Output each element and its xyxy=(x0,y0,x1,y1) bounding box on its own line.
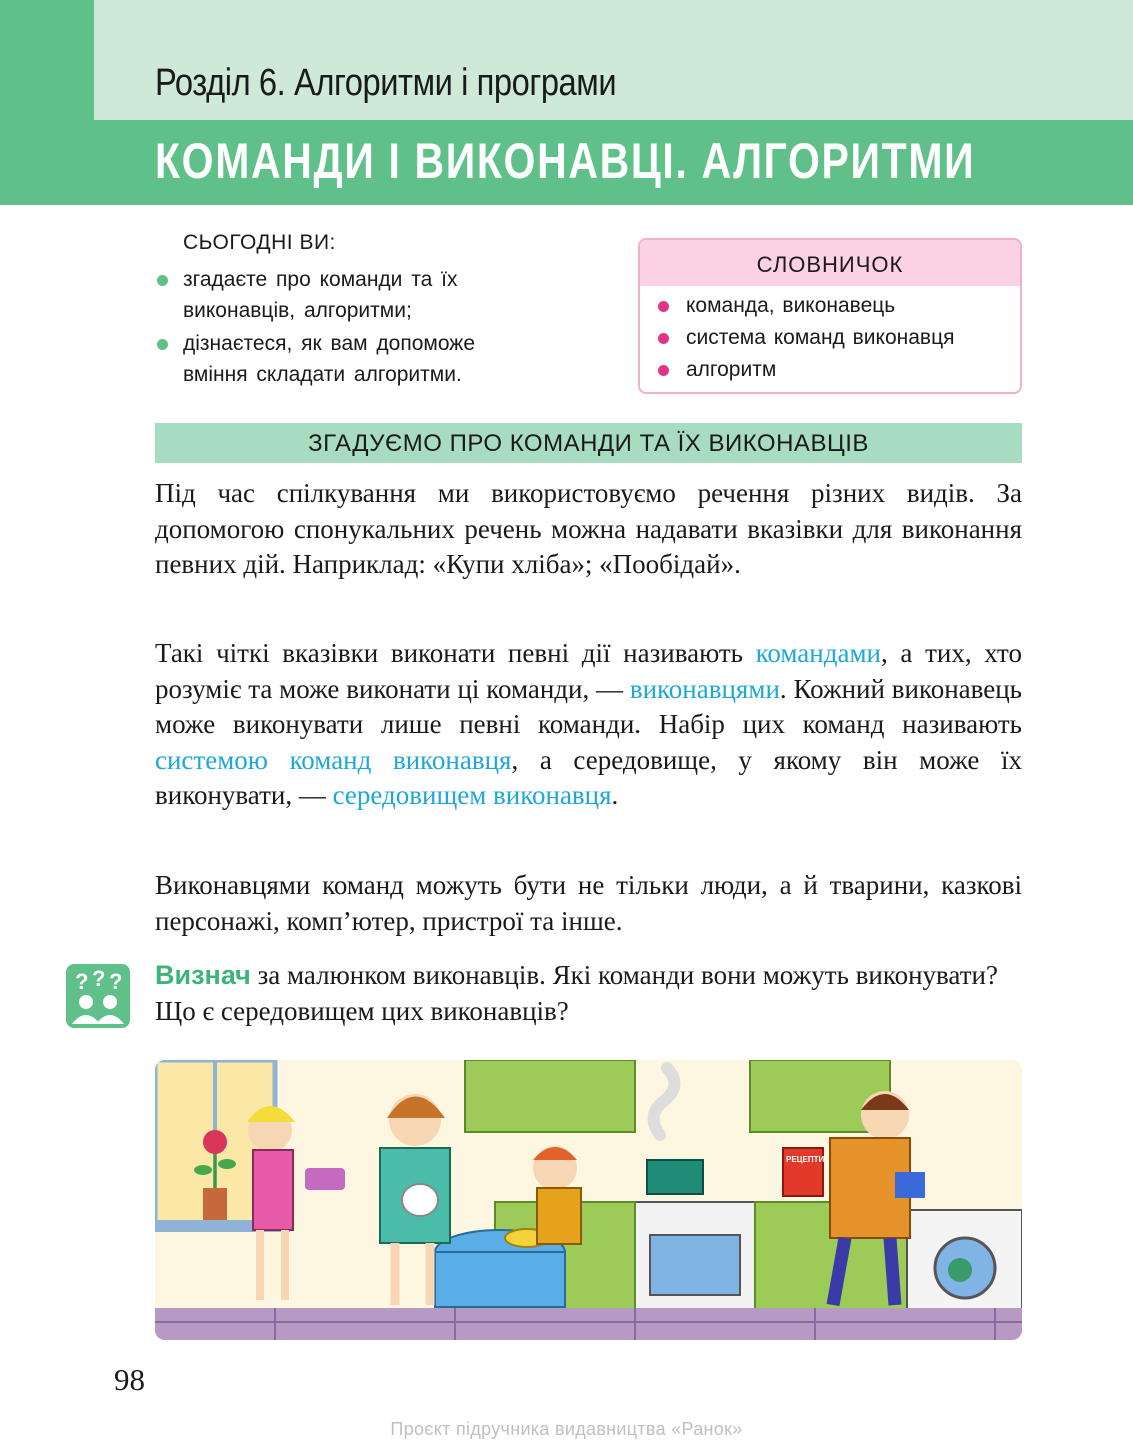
glossary-term: команда, виконавець xyxy=(686,294,896,317)
today-heading: СЬОГОДНІ ВИ: xyxy=(183,231,336,254)
glossary-term: алгоритм xyxy=(686,358,777,381)
list-item xyxy=(656,290,1020,322)
bullet-dot-icon xyxy=(658,365,669,376)
term-command-system: системою команд виконавця xyxy=(155,744,512,775)
text-fragment: , а середовище, у якому він може їх виконувати, — xyxy=(155,744,1022,810)
term-executors: виконавцями xyxy=(629,673,780,704)
text-fragment: Такі чіткі вказівки виконати певні дії називають xyxy=(155,638,756,668)
chapter-title: Розділ 6. Алгоритми і програми xyxy=(155,62,617,104)
bullet-dot-icon xyxy=(157,339,168,350)
glossary-box xyxy=(638,238,1022,394)
glossary-heading: СЛОВНИЧОК xyxy=(640,240,1020,286)
question-text: за малюнком виконавців. Які команди вони можуть виконувати? Що є середовищем цих виконавців? xyxy=(155,960,998,1026)
term-commands: командами xyxy=(755,638,881,668)
list-item xyxy=(155,264,545,326)
glossary-list xyxy=(640,286,1020,386)
kitchen-illustration xyxy=(155,1060,1022,1340)
question-people-icon xyxy=(66,964,130,1028)
task-word: Визнач xyxy=(155,960,251,990)
question-paragraph xyxy=(155,958,1022,1029)
paragraph-definitions xyxy=(155,636,1022,814)
page-number: 98 xyxy=(114,1362,145,1397)
paragraph-intro: Під час спілкування ми використовуємо речення різних видів. За допомогою спонукальних речень можна надавати вказівки для виконання певних дій. Наприклад: «Купи хліба»; «Пообідай». xyxy=(155,478,1022,579)
list-item xyxy=(656,354,1020,386)
list-item xyxy=(656,322,1020,354)
glossary-term: система команд виконавця xyxy=(686,326,955,349)
list-item-text: згадаєте про команди та їх виконавців, алгоритми; xyxy=(183,268,458,322)
bullet-dot-icon xyxy=(658,301,669,312)
recipe-book-label: РЕЦЕПТИ xyxy=(786,1155,825,1164)
bullet-dot-icon xyxy=(658,333,669,344)
lesson-title: КОМАНДИ І ВИКОНАВЦІ. АЛГОРИТМИ xyxy=(155,133,976,189)
svg-text:?: ? xyxy=(75,969,89,994)
paragraph-examples: Виконавцями команд можуть бути не тільки люди, а й тварини, казкові персонажі, комп’ютер, пристрої та інше. xyxy=(155,870,1022,936)
list-item xyxy=(155,328,545,390)
publisher-watermark: Проєкт підручника видавництва «Ранок» xyxy=(390,1419,743,1439)
bullet-dot-icon xyxy=(157,275,168,286)
svg-text:?: ? xyxy=(109,969,123,994)
term-executor-environment: середовищем виконавця xyxy=(332,780,612,810)
text-fragment: . xyxy=(611,780,619,810)
today-list xyxy=(155,264,545,392)
text-fragment: , а тих, хто розуміє та може виконати ці команди, — xyxy=(155,638,1023,704)
section-heading: ЗГАДУЄМО ПРО КОМАНДИ ТА ЇХ ВИКОНАВЦІВ xyxy=(155,423,1022,463)
list-item-text: дізнаєтеся, як вам допоможе вміння складати алгоритми. xyxy=(183,332,475,386)
text-fragment: . Кожний виконавець може виконувати лише певні команди. Набір цих команд називають xyxy=(155,673,1022,739)
svg-text:?: ? xyxy=(92,966,106,991)
header-accent-block xyxy=(0,0,94,205)
